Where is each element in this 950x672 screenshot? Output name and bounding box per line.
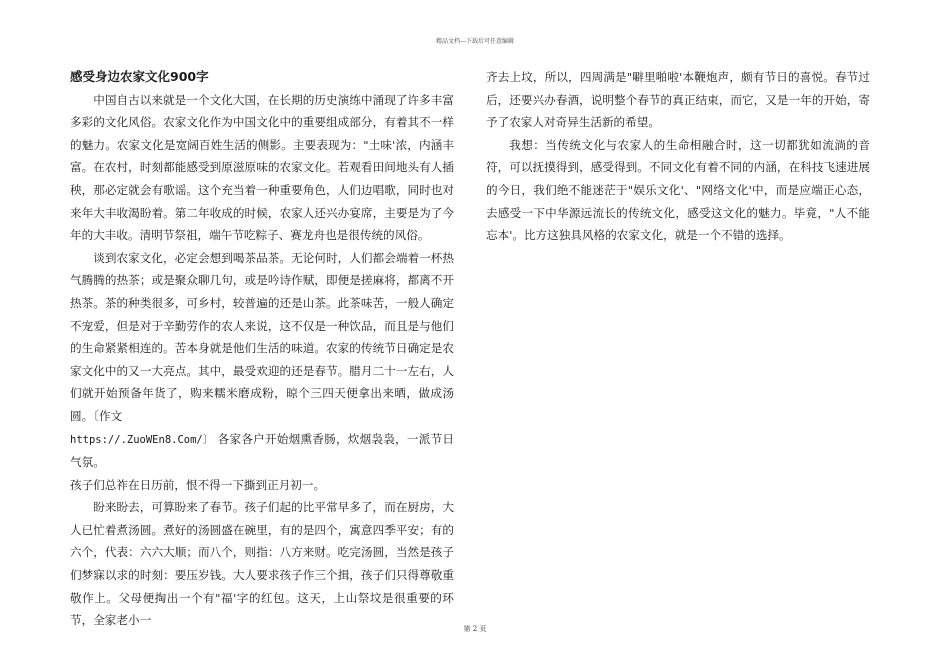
left-column	[70, 66, 454, 632]
page-number: 第 2 页	[463, 625, 487, 633]
url-line-rest: 各家各户开始烟熏香肠，炊烟袅袅，一派节日气氛。	[70, 431, 454, 470]
paragraph-1: 中国自古以来就是一个文化大国，在长期的历史演练中涌现了许多丰富多彩的文化风俗。农家文化作为中国文化中的重要组成部分，有着其不一样的魅力。农家文化是宽阔百姓生活的侧影。主要表现为："土味'浓，内涵丰富。在农村，时刻都能感受到原滋原味的农家文化。若观看田间地头有人插秧，那必定就会有歌谣。这个充当着一种重要角色，人们边唱歌，同时也对来年大丰收渴盼着。第二年收成的时候，农家人还兴办宴席，主要是为了今年的大丰收。清明节祭祖，端午节吃粽子、赛龙舟也是很传统的风俗。	[70, 92, 454, 243]
paragraph-2: 谈到农家文化，必定会想到喝茶品茶。无论何时，人们都会端着一杯热气腾腾的热茶；或是聚众聊几句，或是吟诗作赋，即便是搓麻将，都离不开热茶。茶的种类很多，可乡村，较普遍的还是山茶。此茶味苦，一般人确定不宠爱，但是对于辛勤劳作的农人来说，这不仅是一种饮品，而且是与他们的生命紧紧相连的。苦本身就是他们生活的味道。农家的传统节日确定是农家文化中的又一大亮点。其中，最受欢迎的还是春节。腊月二十一左右，人们就开始预备年货了，购来糯米磨成粉，晾个三四天便拿出来晒，做成汤圆。〔作文	[70, 250, 454, 423]
url-line	[70, 428, 454, 474]
paragraph-3-continued: 齐去上坟，所以，四周满是"噼里啪啦'本鞭炮声，颇有节日的喜悦。春节过后，还要兴办春酒，说明整个春节的真正结束，而它，又是一年的开始，寄予了农家人对奇异生活新的希望。	[486, 70, 870, 130]
article-title: 感受身边农家文化900字	[70, 69, 209, 84]
right-column	[486, 66, 870, 247]
page-header: 精品文档---下载后可任意编辑	[435, 38, 515, 45]
url-text: https://.ZuoWEn8.Com/〕	[70, 433, 214, 446]
paragraph-3: 盼来盼去，可算盼来了春节。孩子们起的比平常早多了，而在厨房，大人已忙着煮汤圆。煮好的汤圆盛在碗里，有的是四个，寓意四季平安；有的六个，代表：六六大顺；而八个，则指：八方来财。吃完汤圆，当然是孩子们梦寐以求的时刻：要压岁钱。大人要求孩子作三个揖，孩子们只得尊敬重敬作上。父母便掏出一个有"福'字的红包。这天，上山祭坟是很重要的环节，全家老小一	[70, 500, 454, 628]
paragraph-4: 我想：当传统文化与农家人的生命相融合时，这一切都犹如流淌的音符，可以抚摸得到，感受得到。不同文化有着不同的内涵，在科技飞速进展的今日，我们绝不能迷茫于"娱乐文化'、"网络文化'中，而是应端正心态，去感受一下中华源远流长的传统文化，感受这文化的魅力。毕竟，"人不能忘本'。比方这独具风格的农家文化，就是一个不错的选择。	[486, 137, 870, 243]
paragraph-2-end: 孩子们总祚在日历前，恨不得一下撕到正月初一。	[70, 477, 326, 492]
